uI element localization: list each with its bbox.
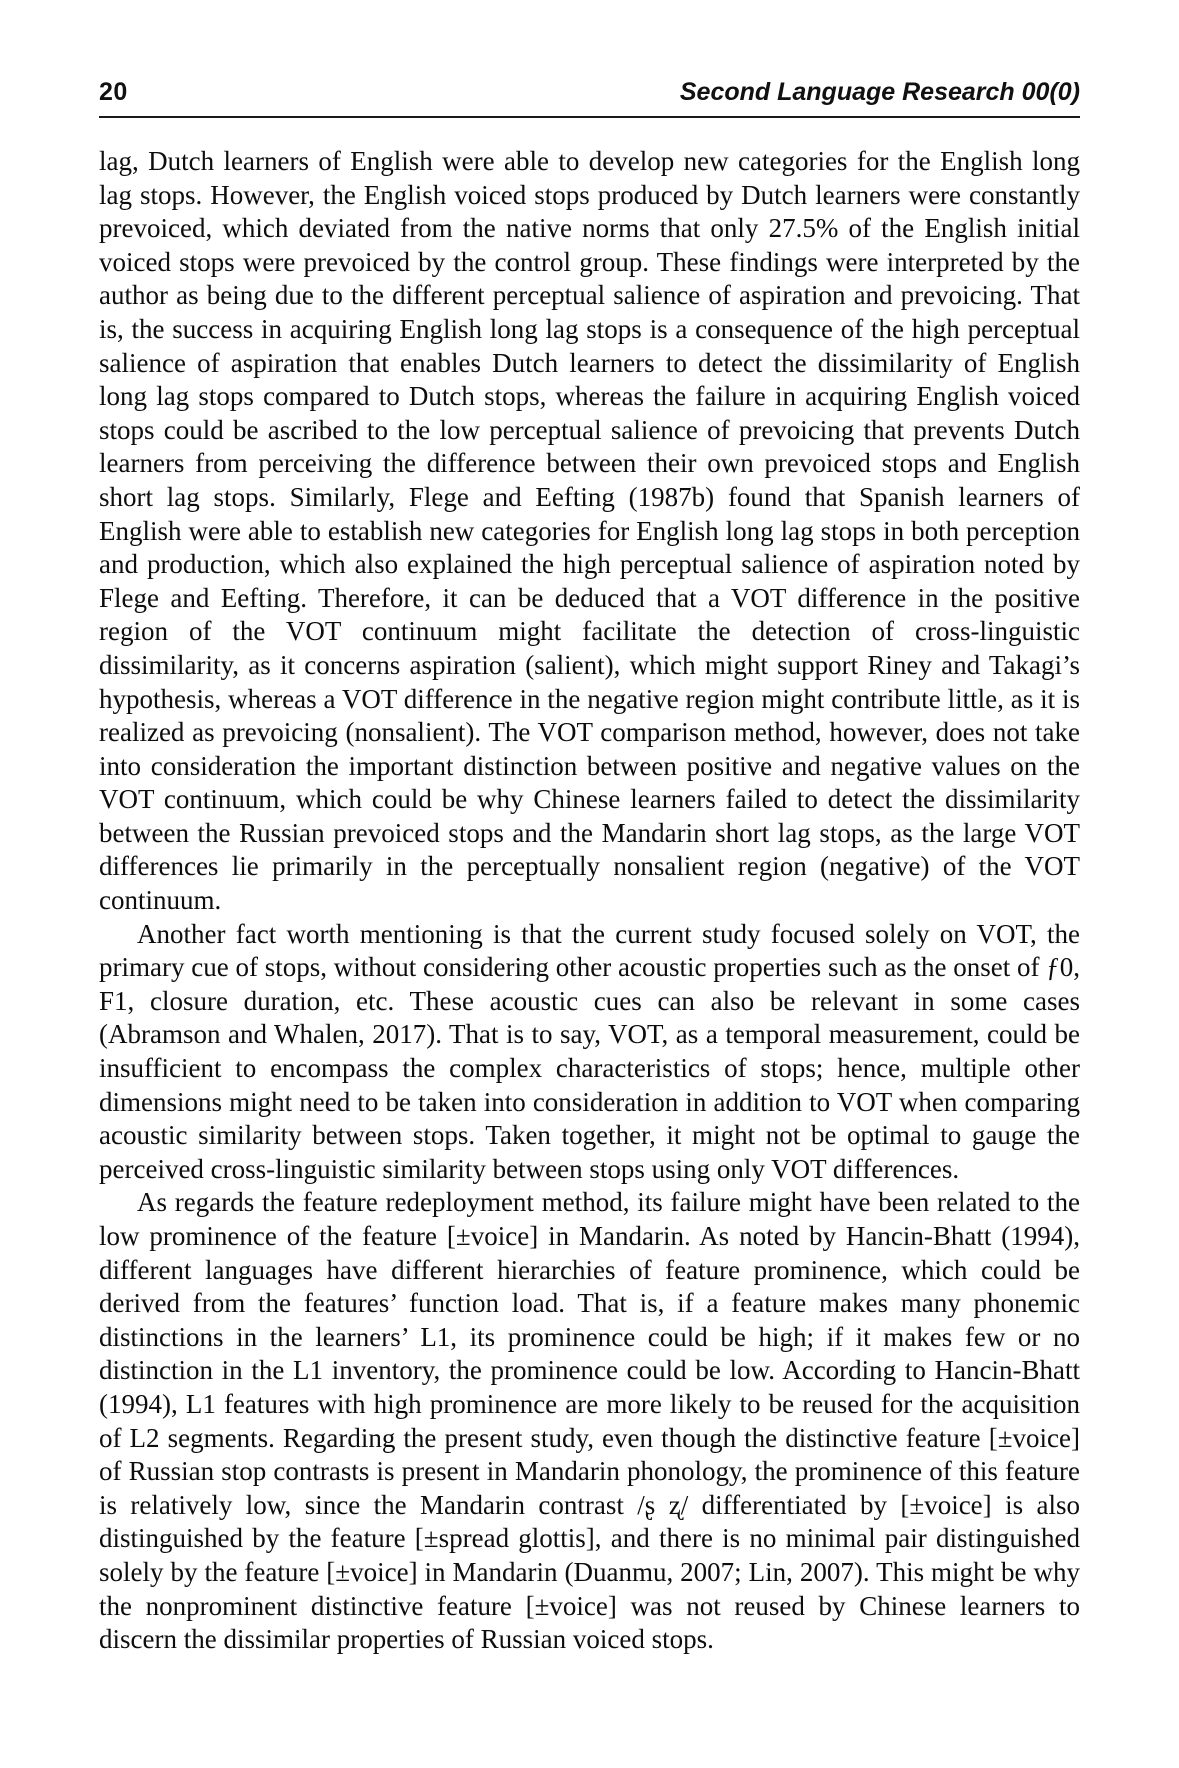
page-number: 20: [99, 78, 128, 106]
paragraph-acoustic-cues: Another fact worth mentioning is that the current study focused solely on VOT, the primary cue of stops, without considering other acoustic properties such as the onset of ƒ0, F1, closure duration, etc. These acoustic cues can also be relevant in some cases (Abramson and Whalen, 2017). That is to say, VOT, as a temporal measurement, could be insufficient to encompass the complex characteristics of stops; hence, multiple other dimensions might need to be taken into consideration in addition to VOT when comparing acoustic similarity between stops. Taken together, it might not be optimal to gauge the perceived cross-linguistic similarity between stops using only VOT differences.: [99, 918, 1080, 1184]
running-head: [99, 78, 1080, 118]
paragraph-continuation: lag, Dutch learners of English were able to develop new categories for the English long lag stops. However, the English voiced stops produced by Dutch learners were constantly prevoiced, which deviated from the native norms that only 27.5% of the English initial voiced stops were prevoiced by the control group. These findings were interpreted by the author as being due to the different perceptual salience of aspiration and prevoicing. That is, the success in acquiring English long lag stops is a consequence of the high perceptual salience of aspiration that enables Dutch learners to detect the dissimilarity of English long lag stops compared to Dutch stops, whereas the failure in acquiring English voiced stops could be ascribed to the low perceptual salience of prevoicing that prevents Dutch learners from perceiving the difference between their own prevoiced stops and English short lag stops. Similarly, Flege and Eefting (1987b) found that Spanish learners of English were able to establish new categories for English long lag stops in both perception and production, which also explained the high perceptual salience of aspiration noted by Flege and Eefting. Therefore, it can be deduced that a VOT difference in the positive region of the VOT continuum might facilitate the detection of cross-linguistic dissimilarity, as it concerns aspiration (salient), which might support Riney and Takagi’s hypothesis, whereas a VOT difference in the negative region might contribute little, as it is realized as prevoicing (nonsalient). The VOT comparison method, however, does not take into consideration the important distinction between positive and negative values on the VOT continuum, which could be why Chinese learners failed to detect the dissimilarity between the Russian prevoiced stops and the Mandarin short lag stops, as the large VOT differences lie primarily in the perceptually nonsalient region (negative) of the VOT continuum.: [99, 146, 1080, 916]
paragraph-feature-redeployment: As regards the feature redeployment method, its failure might have been related to the low prominence of the feature [±voice] in Mandarin. As noted by Hancin-Bhatt (1994), different languages have different hierarchies of feature prominence, which could be derived from the features’ function load. That is, if a feature makes many phonemic distinctions in the learners’ L1, its prominence could be high; if it makes few or no distinction in the L1 inventory, the prominence could be low. According to Hancin-Bhatt (1994), L1 features with high prominence are more likely to be reused for the acquisition of L2 segments. Regarding the present study, even though the distinctive feature [±voice] of Russian stop contrasts is present in Mandarin phonology, the prominence of this feature is relatively low, since the Mandarin contrast /ʂ ʐ/ differentiated by [±voice] is also distinguished by the feature [±spread glottis], and there is no minimal pair distinguished solely by the feature [±voice] in Mandarin (Duanmu, 2007; Lin, 2007). This might be why the nonprominent distinctive feature [±voice] was not reused by Chinese learners to discern the dissimilar properties of Russian voiced stops.: [99, 1187, 1080, 1655]
page-body: [99, 145, 1080, 1657]
journal-title: Second Language Research 00(0): [679, 78, 1080, 106]
